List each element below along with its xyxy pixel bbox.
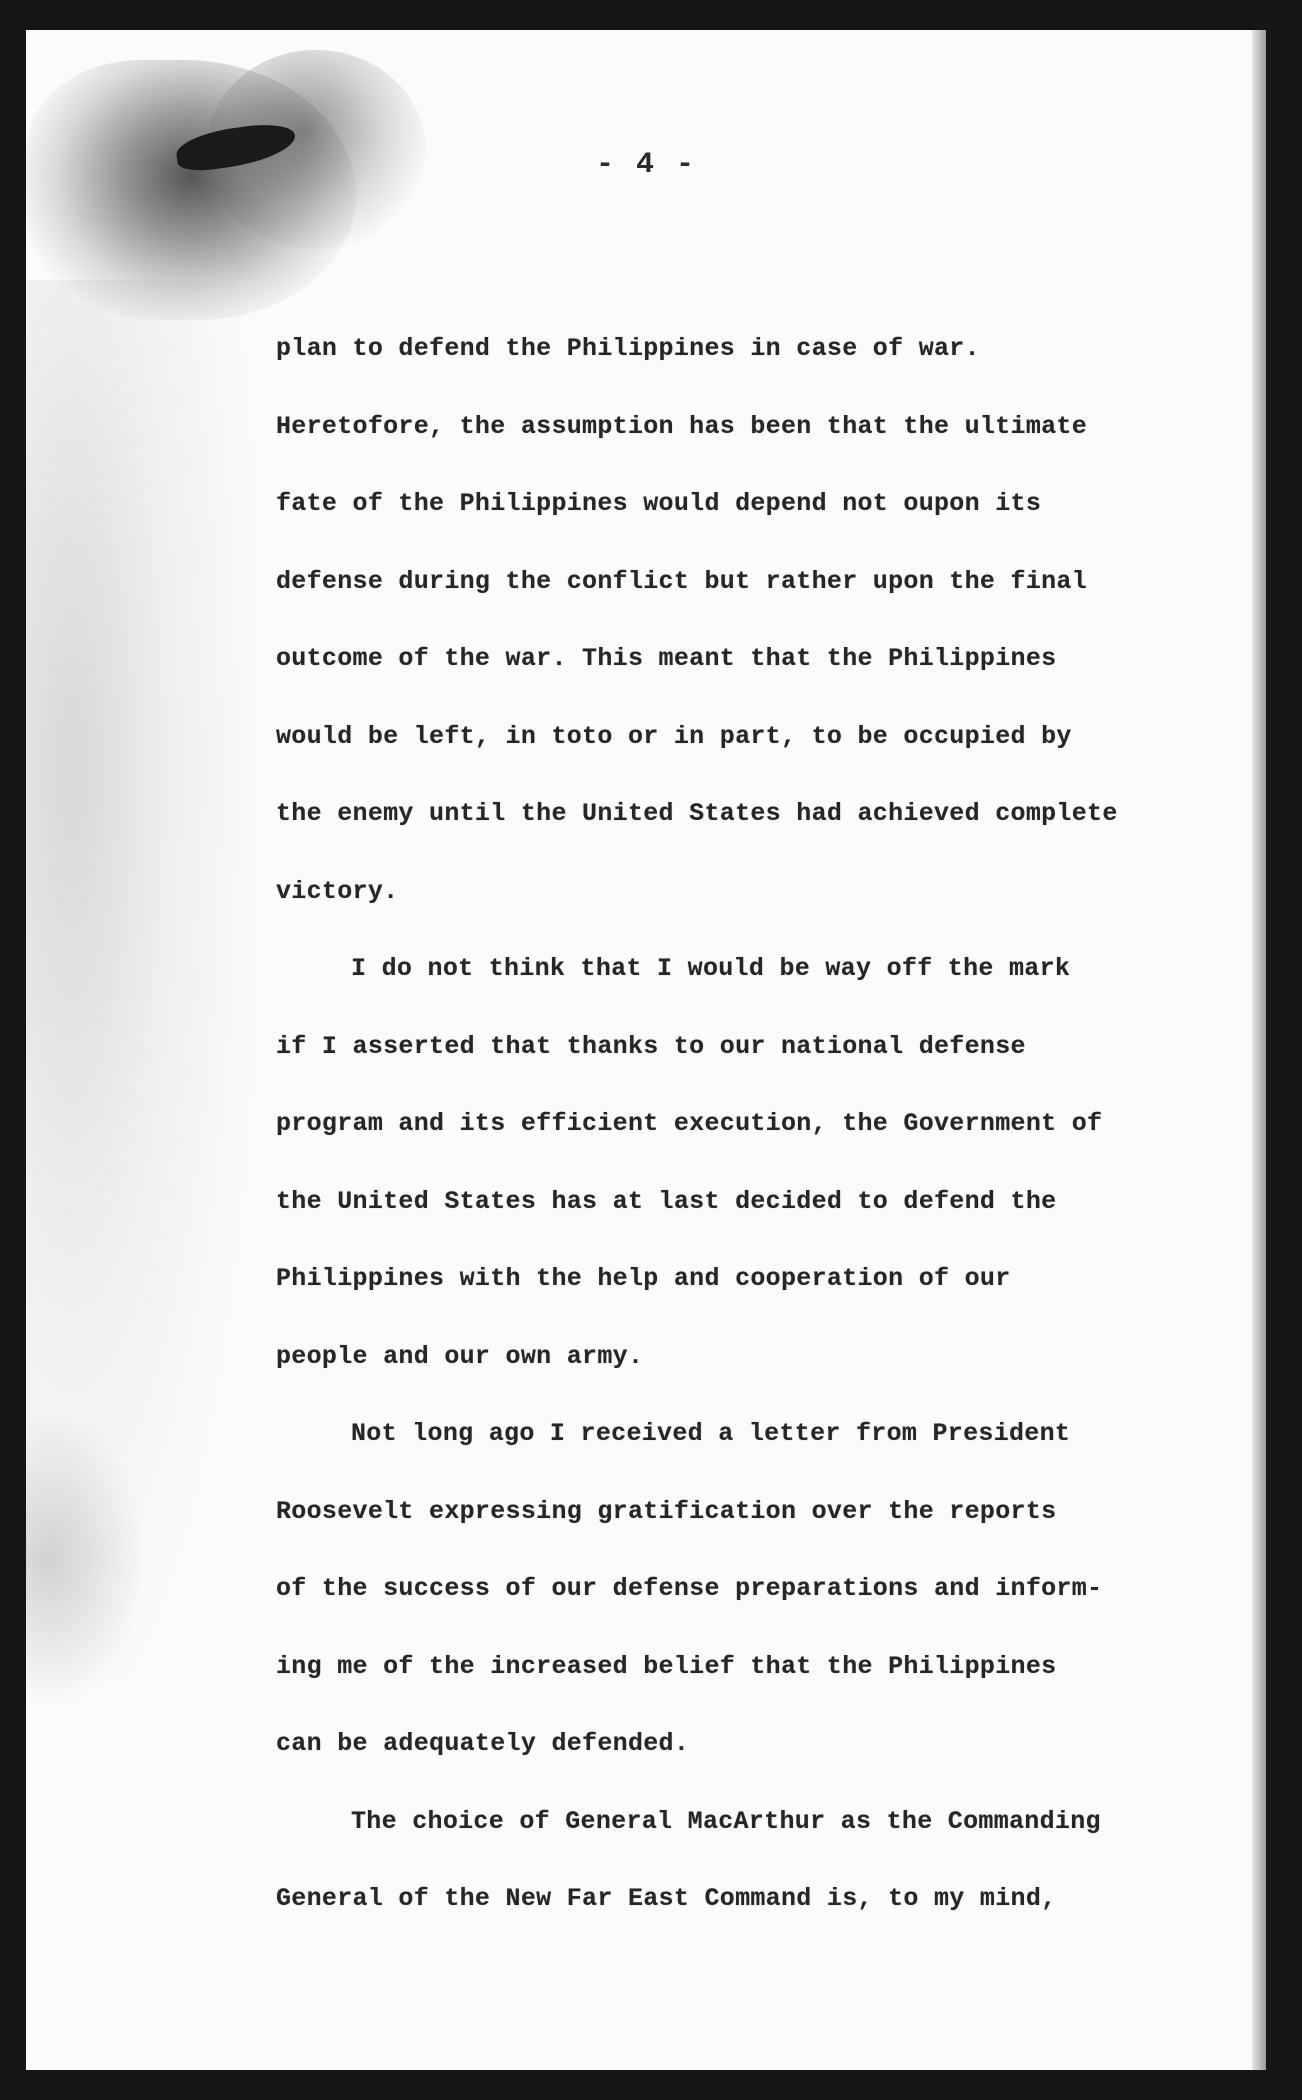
text-line: of the success of our defense preparations and inform- (276, 1574, 1103, 1603)
text-line: Philippines with the help and cooperation of our (276, 1264, 1011, 1293)
text-line: The choice of General MacArthur as the Commanding (351, 1806, 1101, 1836)
text-line: Roosevelt expressing gratification over the reports (276, 1496, 1057, 1526)
text-line: the enemy until the United States had achieved complete (276, 799, 1118, 828)
text-line: defense during the conflict but rather upon the final (276, 566, 1088, 596)
text-line: General of the New Far East Command is, to my mind, (276, 1884, 1057, 1913)
text-line: program and its efficient execution, the Government of (276, 1109, 1103, 1138)
document-page (26, 30, 1266, 2070)
typed-body-text (276, 310, 1176, 1938)
text-line: people and our own army. (276, 1341, 644, 1371)
page-right-edge (1252, 30, 1266, 2070)
text-line: victory. (276, 876, 399, 906)
text-line: can be adequately defended. (276, 1729, 690, 1758)
water-stain-top (26, 60, 356, 320)
text-line: would be left, in toto or in part, to be occupied by (276, 721, 1072, 751)
text-line: outcome of the war. This meant that the Philippines (276, 644, 1057, 673)
text-line: if I asserted that thanks to our national defense (276, 1031, 1026, 1061)
text-line: fate of the Philippines would depend not oupon its (276, 489, 1042, 518)
page-number: - 4 - (595, 148, 696, 182)
text-line: I do not think that I would be way off the mark (351, 954, 1071, 983)
text-line: plan to defend the Philippines in case of war. (276, 334, 980, 363)
text-line: Not long ago I received a letter from President (351, 1419, 1071, 1448)
text-line: ing me of the increased belief that the Philippines (276, 1651, 1057, 1681)
water-stain-lower-left (26, 1410, 146, 1710)
text-line: Heretofore, the assumption has been that the ultimate (276, 411, 1088, 441)
water-stain-left (26, 280, 256, 1680)
text-line: the United States has at last decided to defend the (276, 1186, 1057, 1216)
